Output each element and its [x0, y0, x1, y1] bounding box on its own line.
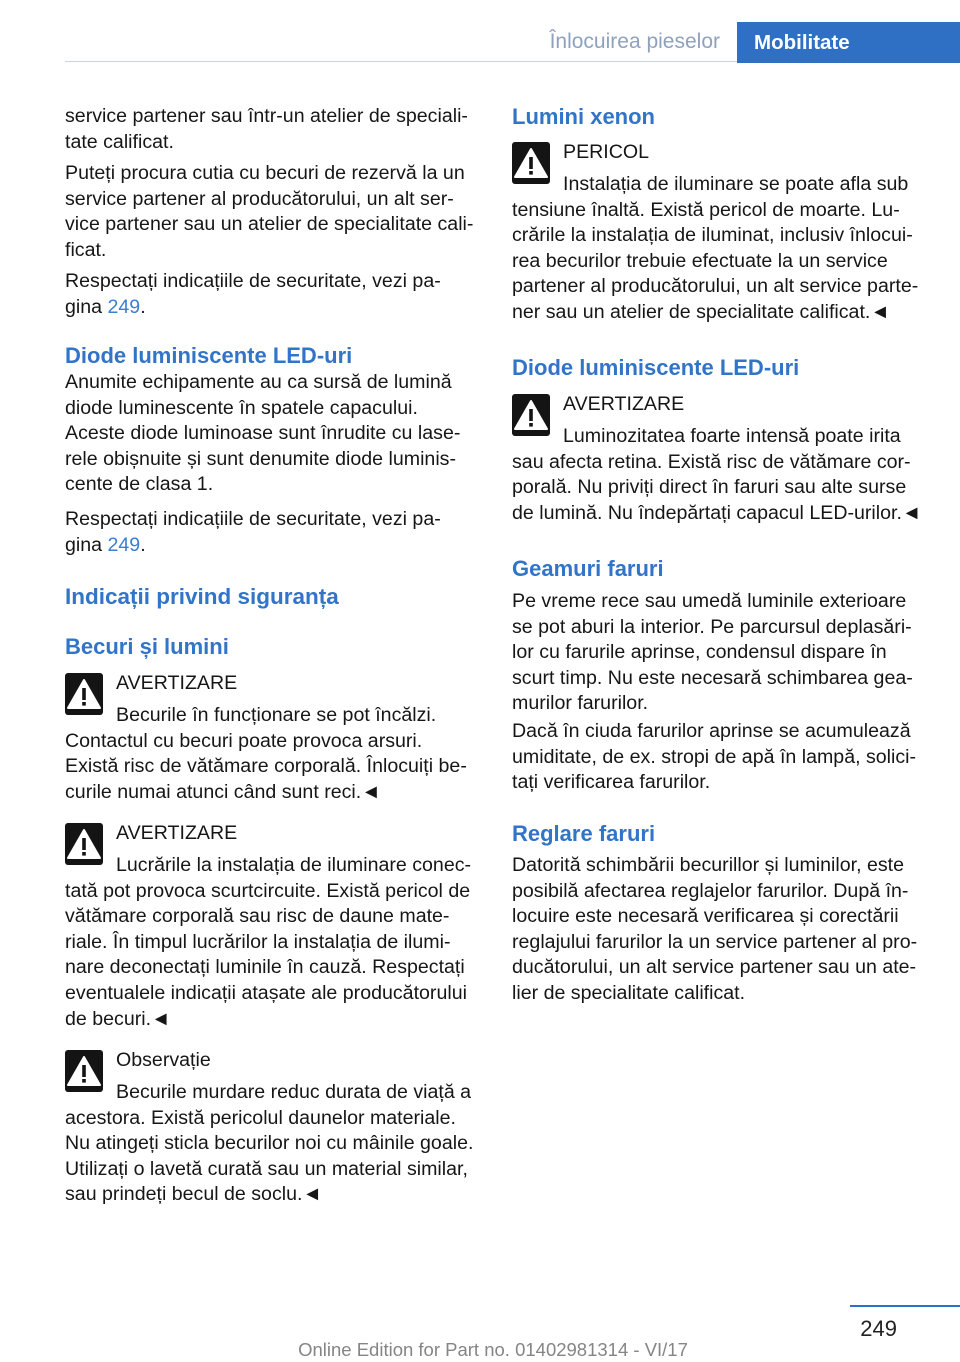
paragraph-line: Nu atingeți sticla becurilor noi cu mâinile goale. [65, 1132, 474, 1155]
paragraph-line: Instalația de iluminare se poate afla sub [563, 172, 909, 195]
paragraph [65, 269, 485, 320]
paragraph [512, 853, 932, 1007]
paragraph-line: sau prindeți becul de soclu.◄ [65, 1183, 322, 1206]
paragraph-line: Există risc de vătămare corporală. Înlocuiți be- [65, 755, 467, 778]
reference-suffix: . [140, 533, 146, 556]
warning-triangle-icon [65, 673, 103, 715]
paragraph-line: Becurile în funcționare se pot încălzi. [116, 703, 437, 726]
warning-title: AVERTIZARE [116, 822, 238, 844]
paragraph-line: lier de specialitate calificat. [512, 981, 746, 1004]
header-chapter-label: Mobilitate [754, 31, 850, 54]
paragraph-line: vătămare corporală sau risc de daune mate- [65, 905, 450, 928]
paragraph-line: Respectați indicațiile de securitate, vezi pa- [65, 508, 441, 530]
paragraph-line: umiditate, de ex. stropi de apă în lampă, solici- [512, 745, 917, 768]
paragraph-line: posibilă afectarea reglajelor farurilor. După în- [512, 879, 909, 902]
warning-title: AVERTIZARE [116, 672, 238, 694]
paragraph-line: locuire este necesară verificarea și corectării [512, 905, 899, 928]
paragraph-line: sau afecta retina. Există risc de vătămare cor- [512, 450, 911, 473]
paragraph-line: tați verificarea farurilor. [512, 771, 711, 794]
danger-box [512, 140, 932, 326]
paragraph-line: ducătorului, un alt service partener sau un ate- [512, 956, 917, 979]
paragraph-line: Anumite echipamente au ca sursă de lumină [65, 371, 452, 393]
note-box [65, 1048, 485, 1208]
paragraph-line: nare deconectați luminile în cauză. Respectați [65, 956, 465, 979]
paragraph-line: Aceste diode luminoase sunt înrudite cu lase- [65, 422, 461, 445]
paragraph-line: Lucrările la instalația de iluminare conec- [116, 853, 472, 876]
warning-triangle-icon [512, 394, 550, 436]
paragraph-line: lor cu farurile aprinse, condensul dispare în [512, 641, 887, 664]
header-section-title: Înlocuirea pieselor [549, 30, 720, 53]
paragraph-line: service partener sau într-un atelier de speciali- [65, 105, 468, 127]
section-heading: Reglare faruri [512, 821, 656, 846]
warning-box [65, 821, 485, 1032]
paragraph-line: curile numai atunci când sunt reci.◄ [65, 780, 381, 803]
paragraph [65, 104, 485, 155]
paragraph-line: tensiune înaltă. Există pericol de moarte. Lu- [512, 198, 900, 221]
note-title: Observație [116, 1049, 211, 1071]
paragraph-line: tată pot provoca scurtcircuite. Există pericol de [65, 879, 471, 902]
paragraph-line: diode luminescente în spatele capacului. [65, 396, 418, 419]
paragraph-line: partener al producătorului, un alt service parte- [512, 275, 919, 298]
paragraph-line: service partener al producătorului, un alt ser- [65, 187, 454, 210]
section-heading: Geamuri faruri [512, 556, 664, 581]
paragraph-line: porală. Nu priviți direct în faruri sau alte surse [512, 476, 907, 499]
paragraph-line: Dacă în ciuda farurilor aprinse se acumulează [512, 720, 911, 742]
paragraph [65, 507, 485, 558]
header-chapter-tab [737, 22, 960, 63]
page-number: 249 [860, 1316, 897, 1341]
warning-box [65, 671, 485, 805]
warning-box [512, 392, 932, 526]
reference-suffix: . [140, 295, 146, 318]
danger-title: PERICOL [563, 141, 650, 163]
paragraph-line: cente de clasa 1. [65, 473, 214, 496]
paragraph-line: vice partener sau un atelier de specialitate cali- [65, 213, 474, 236]
paragraph-line: Becurile murdare reduc durata de viață a [116, 1080, 472, 1103]
paragraph [512, 719, 932, 796]
paragraph [65, 161, 485, 263]
reference-prefix: gina [65, 295, 108, 318]
reference-prefix: gina [65, 533, 108, 556]
paragraph-line [65, 295, 485, 321]
warning-triangle-icon [65, 1050, 103, 1092]
paragraph-line: de becuri.◄ [65, 1007, 171, 1030]
paragraph-line: riale. În timpul lucrărilor la instalația de ilumi- [65, 930, 451, 953]
paragraph-line: Puteți procura cutia cu becuri de rezervă la un [65, 162, 465, 184]
paragraph-line: scurt timp. Nu este necesară schimbarea gea- [512, 666, 913, 689]
paragraph-line [65, 533, 485, 559]
page-reference-link[interactable]: 249 [107, 295, 141, 318]
paragraph [512, 589, 932, 717]
paragraph [65, 370, 485, 498]
section-heading: Diode luminiscente LED-uri [512, 355, 800, 380]
warning-triangle-icon [65, 823, 103, 865]
section-heading: Diode luminiscente LED-uri [65, 343, 353, 368]
paragraph-line: Luminozitatea foarte intensă poate irita [563, 424, 901, 447]
header-rule [65, 61, 737, 62]
paragraph-line: reglajului farurilor la un service partener al pro- [512, 930, 918, 953]
paragraph-line: rea becurilor trebuie efectuate la un service [512, 249, 888, 272]
paragraph-line: se pot aburi la interior. Pe parcursul deplasări- [512, 615, 912, 638]
warning-title: AVERTIZARE [563, 393, 685, 415]
paragraph-line: de lumină. Nu îndepărtați capacul LED-urilor.◄ [512, 501, 922, 524]
paragraph-line: Pe vreme rece sau umedă luminile exterioare [512, 590, 907, 612]
page-reference-link[interactable]: 249 [107, 533, 141, 556]
paragraph-line: ner sau un atelier de specialitate calificat.◄ [512, 300, 890, 323]
paragraph-line: crările la instalația de iluminat, inclusiv înlocui- [512, 224, 913, 247]
section-heading: Lumini xenon [512, 104, 655, 129]
footer-rule [850, 1305, 960, 1307]
paragraph-line: murilor farurilor. [512, 692, 649, 715]
paragraph-line: eventualele indicații atașate ale producătorului [65, 981, 467, 1004]
chapter-heading: Indicații privind siguranța [65, 584, 339, 609]
paragraph-line: Respectați indicațiile de securitate, vezi pa- [65, 270, 441, 292]
paragraph-line: acestora. Există pericolul daunelor materiale. [65, 1106, 456, 1129]
paragraph-line: ficat. [65, 238, 107, 261]
paragraph-line: Utilizați o lavetă curată sau un material similar, [65, 1157, 468, 1180]
paragraph-line: Contactul cu becuri poate provoca arsuri. [65, 729, 423, 752]
warning-triangle-icon [512, 142, 550, 184]
paragraph-line: tate calificat. [65, 130, 174, 153]
paragraph-line: Datorită schimbării becurillor și luminilor, este [512, 854, 905, 876]
edition-note: Online Edition for Part no. 01402981314 - VI/17 [298, 1339, 688, 1360]
paragraph-line: rele obișnuite și sunt denumite diode luminis- [65, 447, 456, 470]
section-heading: Becuri și lumini [65, 634, 229, 659]
